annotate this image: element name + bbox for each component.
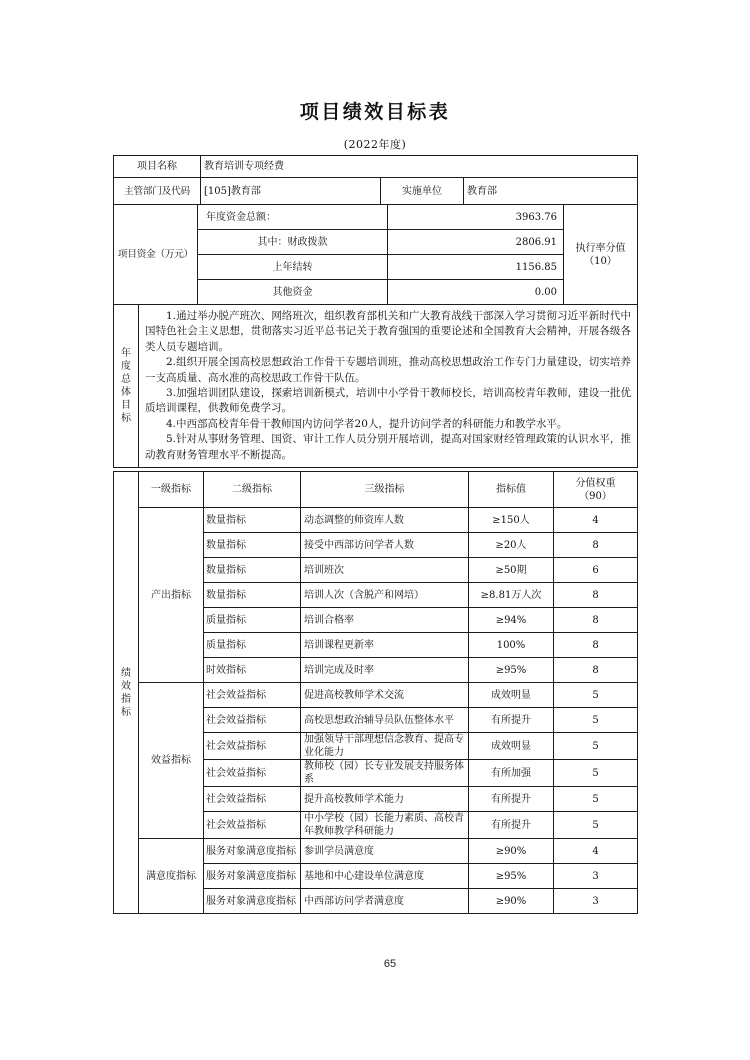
- indicator-value-cell: 有所提升: [469, 708, 554, 733]
- funding-item-value-cell: 0.00: [388, 280, 564, 305]
- impl-unit-cell: 教育部: [464, 178, 638, 205]
- funding-item-label-cell: 其他资金: [198, 280, 388, 305]
- weight-cell: 4: [554, 839, 638, 864]
- indicator-value-cell: ≥150人: [469, 508, 554, 533]
- goal-paragraph: 1.通过举办脱产班次、网络班次，组织教育部机关和广大教育战线干部深入学习贯彻习近平新时代中国特色社会主义思想，贯彻落实习近平总书记关于教育强国的重要论述和全国教育大会精神，开展各级各类人员专题培训。: [145, 310, 631, 353]
- weight-cell: 4: [554, 508, 638, 533]
- indicator-row: [114, 839, 638, 864]
- annual-goal-label-cell: 年度 总体 目标: [114, 305, 139, 468]
- page-title: 项目绩效目标表: [299, 101, 451, 123]
- weight-cell: 5: [554, 683, 638, 708]
- indicator-value-cell: ≥50期: [469, 558, 554, 583]
- project-name-cell: 教育培训专项经费: [201, 156, 638, 178]
- weight-cell: 5: [554, 760, 638, 787]
- indicator-value-cell: ≥8.81万人次: [469, 583, 554, 608]
- dept-code-cell: [105]教育部: [201, 178, 381, 205]
- weight-cell: 3: [554, 864, 638, 889]
- goal-paragraph: 4.中西部高校青年骨干教师国内访问学者20人，提升访问学者的科研能力和教学水平。: [166, 417, 568, 430]
- col-header-level2: 二级指标: [204, 472, 301, 508]
- weight-cell: 5: [554, 812, 638, 839]
- page-subtitle: (2022年度): [343, 138, 407, 151]
- level3-cell: 加强领导干部理想信念教育、提高专业化能力: [301, 733, 469, 760]
- indicator-value-cell: 成效明显: [469, 733, 554, 760]
- indicator-value-cell: ≥95%: [469, 864, 554, 889]
- funding-item-label-cell: 上年结转: [198, 255, 388, 280]
- level1-group-cell: 产出指标: [139, 508, 204, 683]
- funding-item-label-cell: 年度资金总额：: [198, 205, 388, 230]
- indicators-table: [113, 471, 638, 914]
- annual-goal-row: [114, 305, 638, 468]
- project-name-row: [114, 156, 638, 178]
- weight-cell: 8: [554, 583, 638, 608]
- level2-cell: 数量指标: [204, 558, 301, 583]
- annual-goal-text-cell: [139, 305, 638, 468]
- level2-cell: 服务对象满意度指标: [204, 889, 301, 914]
- level2-cell: 数量指标: [204, 533, 301, 558]
- performance-target-table: [113, 155, 637, 914]
- indicator-row: [114, 508, 638, 533]
- project-name-label-cell: 项目名称: [114, 156, 201, 178]
- dept-code-label-cell: 主管部门及代码: [114, 178, 201, 205]
- weight-cell: 5: [554, 733, 638, 760]
- level1-group-cell: 满意度指标: [139, 839, 204, 914]
- indicator-value-cell: ≥20人: [469, 533, 554, 558]
- weight-cell: 3: [554, 889, 638, 914]
- level3-cell: 培训课程更新率: [301, 633, 469, 658]
- level3-cell: 促进高校教师学术交流: [301, 683, 469, 708]
- level2-cell: 社会效益指标: [204, 812, 301, 839]
- indicator-value-cell: 100%: [469, 633, 554, 658]
- annual-goal-table: [113, 304, 638, 468]
- weight-cell: 8: [554, 633, 638, 658]
- level2-cell: 数量指标: [204, 508, 301, 533]
- level2-cell: 服务对象满意度指标: [204, 864, 301, 889]
- level3-cell: 培训班次: [301, 558, 469, 583]
- weight-cell: 8: [554, 533, 638, 558]
- impl-unit-label-cell: 实施单位: [381, 178, 464, 205]
- col-header-value: 指标值: [469, 472, 554, 508]
- indicator-value-cell: ≥90%: [469, 839, 554, 864]
- level2-cell: 社会效益指标: [204, 760, 301, 787]
- level3-cell: 中小学校（园）长能力素质、高校青年教师教学科研能力: [301, 812, 469, 839]
- level2-cell: 社会效益指标: [204, 708, 301, 733]
- level2-cell: 社会效益指标: [204, 787, 301, 812]
- indicator-value-cell: 有所提升: [469, 787, 554, 812]
- page-number: 65: [383, 958, 397, 970]
- funding-item-value-cell: 3963.76: [388, 205, 564, 230]
- indicator-value-cell: ≥95%: [469, 658, 554, 683]
- indicator-value-cell: ≥94%: [469, 608, 554, 633]
- level3-cell: 高校思想政治辅导员队伍整体水平: [301, 708, 469, 733]
- project-info-table: [113, 155, 638, 205]
- goal-paragraph: 2.组织开展全国高校思想政治工作骨干专题培训班，推动高校思想政治工作专门力量建设，切实培养一支高质量、高水准的高校思政工作骨干队伍。: [145, 356, 631, 384]
- goal-paragraph: 5.针对从事财务管理、国资、审计工作人员分别开展培训，提高对国家财经管理政策的认识水平，推动教育财务管理水平不断提高。: [145, 433, 631, 461]
- indicator-row: [114, 683, 638, 708]
- weight-cell: 5: [554, 787, 638, 812]
- level2-cell: 服务对象满意度指标: [204, 839, 301, 864]
- level3-cell: 教师校（园）长专业发展支持服务体系: [301, 760, 469, 787]
- level2-cell: 质量指标: [204, 633, 301, 658]
- level3-cell: 动态调整的师资库人数: [301, 508, 469, 533]
- level3-cell: 参训学员满意度: [301, 839, 469, 864]
- level2-cell: 时效指标: [204, 658, 301, 683]
- execution-score-cell: 执行率分值 （10）: [564, 205, 638, 305]
- level3-cell: 提升高校教师学术能力: [301, 787, 469, 812]
- level3-cell: 培训完成及时率: [301, 658, 469, 683]
- level1-group-cell: 效益指标: [139, 683, 204, 839]
- col-header-weight: 分值权重 （90）: [554, 472, 638, 508]
- indicator-value-cell: 成效明显: [469, 683, 554, 708]
- funding-table: [113, 204, 638, 305]
- level3-cell: 培训人次（含脱产和网培）: [301, 583, 469, 608]
- weight-cell: 8: [554, 658, 638, 683]
- indicator-value-cell: 有所加强: [469, 760, 554, 787]
- funding-section-label-cell: 项目资金（万元）: [114, 205, 198, 305]
- level2-cell: 数量指标: [204, 583, 301, 608]
- weight-cell: 8: [554, 608, 638, 633]
- goal-paragraph: 3.加强培训团队建设，探索培训新模式，培训中小学骨干教师校长，培训高校青年教师，建设一批优质培训课程，供教师免费学习。: [145, 387, 631, 415]
- weight-cell: 5: [554, 708, 638, 733]
- col-header-level1: 一级指标: [139, 472, 204, 508]
- funding-item-label-cell: 其中：财政拨款: [198, 230, 388, 255]
- level2-cell: 社会效益指标: [204, 683, 301, 708]
- funding-row: [114, 205, 638, 230]
- level3-cell: 接受中西部访问学者人数: [301, 533, 469, 558]
- weight-cell: 6: [554, 558, 638, 583]
- level2-cell: 质量指标: [204, 608, 301, 633]
- perf-side-label-cell: 绩效 指标: [114, 472, 139, 914]
- level2-cell: 社会效益指标: [204, 733, 301, 760]
- indicators-header-row: [114, 472, 638, 508]
- funding-item-value-cell: 2806.91: [388, 230, 564, 255]
- level3-cell: 基地和中心建设单位满意度: [301, 864, 469, 889]
- funding-item-value-cell: 1156.85: [388, 255, 564, 280]
- indicator-value-cell: ≥90%: [469, 889, 554, 914]
- level3-cell: 培训合格率: [301, 608, 469, 633]
- col-header-level3: 三级指标: [301, 472, 469, 508]
- indicator-value-cell: 有所提升: [469, 812, 554, 839]
- department-row: [114, 178, 638, 205]
- level3-cell: 中西部访问学者满意度: [301, 889, 469, 914]
